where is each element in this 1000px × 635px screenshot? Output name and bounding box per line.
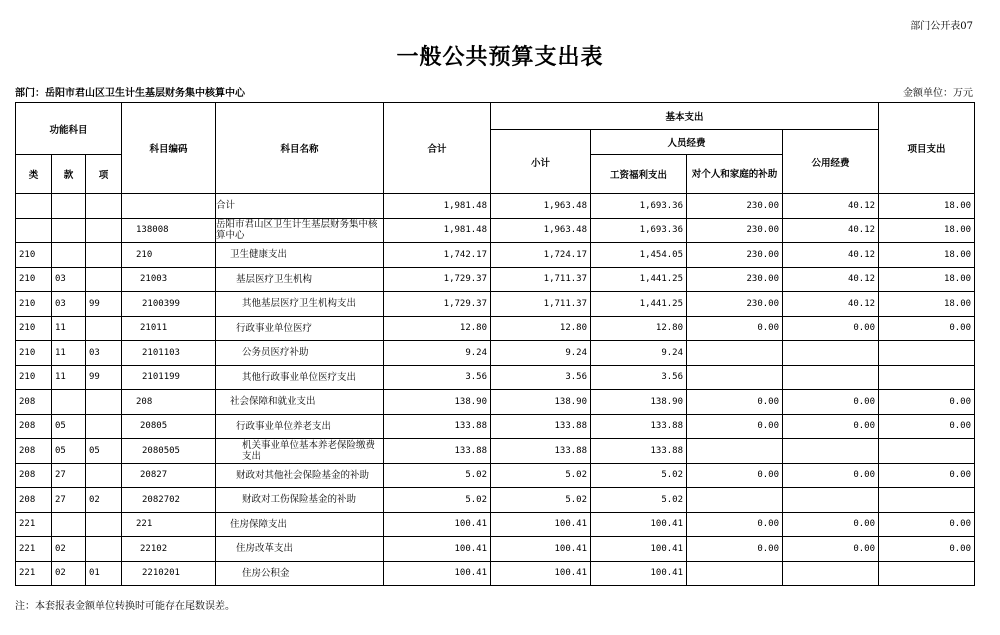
cell-individual-subsidy: 230.00 bbox=[687, 218, 783, 243]
table-row bbox=[16, 341, 975, 366]
table-row bbox=[16, 316, 975, 341]
cell-subject-code bbox=[122, 194, 216, 219]
cell-subject-name: 岳阳市君山区卫生计生基层财务集中核算中心 bbox=[216, 218, 384, 243]
cell-individual-subsidy: 230.00 bbox=[687, 194, 783, 219]
cell-xiang bbox=[86, 463, 122, 488]
cell-kuan: 11 bbox=[52, 341, 86, 366]
cell-subtotal: 100.41 bbox=[491, 537, 591, 562]
cell-public-expense: 0.00 bbox=[783, 463, 879, 488]
cell-lei: 208 bbox=[16, 390, 52, 415]
cell-subject-code: 21003 bbox=[122, 267, 216, 292]
header-kuan: 款 bbox=[52, 155, 86, 194]
cell-lei: 208 bbox=[16, 463, 52, 488]
cell-salary: 3.56 bbox=[591, 365, 687, 390]
cell-total: 9.24 bbox=[384, 341, 491, 366]
cell-public-expense: 40.12 bbox=[783, 218, 879, 243]
cell-subject-code: 2100399 bbox=[122, 292, 216, 317]
cell-subtotal: 5.02 bbox=[491, 488, 591, 513]
cell-project-expense: 18.00 bbox=[879, 218, 975, 243]
cell-subject-name: 行政事业单位养老支出 bbox=[216, 414, 384, 439]
cell-subject-code: 2210201 bbox=[122, 561, 216, 586]
cell-salary: 100.41 bbox=[591, 512, 687, 537]
cell-salary: 9.24 bbox=[591, 341, 687, 366]
cell-total: 100.41 bbox=[384, 512, 491, 537]
header-subject-name: 科目名称 bbox=[216, 103, 384, 194]
cell-total: 1,729.37 bbox=[384, 267, 491, 292]
cell-project-expense bbox=[879, 488, 975, 513]
cell-lei bbox=[16, 218, 52, 243]
header-individual-subsidy: 对个人和家庭的补助 bbox=[687, 155, 783, 194]
cell-individual-subsidy: 0.00 bbox=[687, 316, 783, 341]
cell-kuan: 27 bbox=[52, 488, 86, 513]
table-row bbox=[16, 292, 975, 317]
cell-subject-name: 其他行政事业单位医疗支出 bbox=[216, 365, 384, 390]
cell-public-expense: 0.00 bbox=[783, 414, 879, 439]
cell-project-expense: 18.00 bbox=[879, 292, 975, 317]
cell-xiang bbox=[86, 316, 122, 341]
cell-subject-code: 138008 bbox=[122, 218, 216, 243]
cell-subject-code: 208 bbox=[122, 390, 216, 415]
cell-salary: 100.41 bbox=[591, 537, 687, 562]
cell-total: 1,729.37 bbox=[384, 292, 491, 317]
cell-individual-subsidy: 230.00 bbox=[687, 292, 783, 317]
cell-total: 138.90 bbox=[384, 390, 491, 415]
cell-project-expense bbox=[879, 561, 975, 586]
cell-kuan: 27 bbox=[52, 463, 86, 488]
cell-lei: 210 bbox=[16, 243, 52, 268]
cell-project-expense: 0.00 bbox=[879, 414, 975, 439]
cell-lei: 210 bbox=[16, 292, 52, 317]
cell-subject-name: 基层医疗卫生机构 bbox=[216, 267, 384, 292]
cell-individual-subsidy: 0.00 bbox=[687, 512, 783, 537]
cell-lei: 221 bbox=[16, 561, 52, 586]
table-row bbox=[16, 537, 975, 562]
cell-kuan: 05 bbox=[52, 414, 86, 439]
cell-xiang bbox=[86, 218, 122, 243]
cell-project-expense: 0.00 bbox=[879, 537, 975, 562]
cell-public-expense: 0.00 bbox=[783, 537, 879, 562]
cell-subject-name: 住房公积金 bbox=[216, 561, 384, 586]
cell-subtotal: 138.90 bbox=[491, 390, 591, 415]
page-title: 一般公共预算支出表 bbox=[396, 44, 604, 70]
cell-lei bbox=[16, 194, 52, 219]
cell-total: 1,981.48 bbox=[384, 194, 491, 219]
cell-project-expense bbox=[879, 439, 975, 464]
cell-xiang: 99 bbox=[86, 365, 122, 390]
cell-total: 1,742.17 bbox=[384, 243, 491, 268]
table-body bbox=[16, 194, 975, 586]
cell-subtotal: 5.02 bbox=[491, 463, 591, 488]
cell-salary: 133.88 bbox=[591, 439, 687, 464]
cell-public-expense: 0.00 bbox=[783, 316, 879, 341]
cell-subtotal: 9.24 bbox=[491, 341, 591, 366]
cell-individual-subsidy: 0.00 bbox=[687, 414, 783, 439]
cell-salary: 133.88 bbox=[591, 414, 687, 439]
cell-salary: 100.41 bbox=[591, 561, 687, 586]
cell-subtotal: 1,963.48 bbox=[491, 218, 591, 243]
header-xiang: 项 bbox=[86, 155, 122, 194]
cell-public-expense: 0.00 bbox=[783, 390, 879, 415]
cell-kuan: 02 bbox=[52, 561, 86, 586]
cell-kuan: 02 bbox=[52, 537, 86, 562]
cell-public-expense: 0.00 bbox=[783, 512, 879, 537]
cell-individual-subsidy bbox=[687, 439, 783, 464]
header-salary: 工资福利支出 bbox=[591, 155, 687, 194]
cell-project-expense: 18.00 bbox=[879, 194, 975, 219]
cell-individual-subsidy: 230.00 bbox=[687, 243, 783, 268]
cell-kuan bbox=[52, 194, 86, 219]
cell-individual-subsidy bbox=[687, 561, 783, 586]
cell-kuan: 11 bbox=[52, 365, 86, 390]
cell-salary: 5.02 bbox=[591, 488, 687, 513]
cell-total: 100.41 bbox=[384, 537, 491, 562]
cell-public-expense bbox=[783, 341, 879, 366]
cell-total: 5.02 bbox=[384, 488, 491, 513]
cell-subject-code: 20805 bbox=[122, 414, 216, 439]
cell-public-expense bbox=[783, 365, 879, 390]
cell-total: 5.02 bbox=[384, 463, 491, 488]
cell-xiang: 01 bbox=[86, 561, 122, 586]
cell-xiang bbox=[86, 390, 122, 415]
cell-salary: 1,693.36 bbox=[591, 218, 687, 243]
table-row bbox=[16, 512, 975, 537]
cell-project-expense: 0.00 bbox=[879, 316, 975, 341]
cell-xiang bbox=[86, 267, 122, 292]
cell-salary: 138.90 bbox=[591, 390, 687, 415]
table-row bbox=[16, 194, 975, 219]
cell-lei: 210 bbox=[16, 267, 52, 292]
cell-subject-code: 22102 bbox=[122, 537, 216, 562]
header-project-expense: 项目支出 bbox=[879, 103, 975, 194]
cell-subject-name: 财政对工伤保险基金的补助 bbox=[216, 488, 384, 513]
cell-salary: 1,441.25 bbox=[591, 292, 687, 317]
cell-subtotal: 100.41 bbox=[491, 512, 591, 537]
cell-xiang bbox=[86, 243, 122, 268]
cell-kuan bbox=[52, 218, 86, 243]
cell-subject-code: 2101103 bbox=[122, 341, 216, 366]
cell-kuan: 05 bbox=[52, 439, 86, 464]
table-row bbox=[16, 463, 975, 488]
cell-lei: 221 bbox=[16, 512, 52, 537]
cell-subject-name: 机关事业单位基本养老保险缴费支出 bbox=[216, 439, 384, 464]
header-personnel: 人员经费 bbox=[591, 130, 783, 155]
cell-public-expense: 40.12 bbox=[783, 267, 879, 292]
cell-salary: 1,454.05 bbox=[591, 243, 687, 268]
cell-project-expense bbox=[879, 365, 975, 390]
table-row bbox=[16, 365, 975, 390]
cell-lei: 210 bbox=[16, 365, 52, 390]
cell-public-expense bbox=[783, 439, 879, 464]
header-basic-expense: 基本支出 bbox=[491, 103, 879, 130]
cell-public-expense bbox=[783, 488, 879, 513]
cell-subject-code: 221 bbox=[122, 512, 216, 537]
cell-kuan: 11 bbox=[52, 316, 86, 341]
cell-subtotal: 100.41 bbox=[491, 561, 591, 586]
cell-kuan bbox=[52, 390, 86, 415]
table-row bbox=[16, 439, 975, 464]
cell-public-expense: 40.12 bbox=[783, 292, 879, 317]
cell-project-expense: 0.00 bbox=[879, 463, 975, 488]
cell-salary: 5.02 bbox=[591, 463, 687, 488]
cell-salary: 1,693.36 bbox=[591, 194, 687, 219]
cell-subject-name: 卫生健康支出 bbox=[216, 243, 384, 268]
cell-subject-code: 2101199 bbox=[122, 365, 216, 390]
cell-public-expense: 40.12 bbox=[783, 194, 879, 219]
budget-expense-table bbox=[15, 102, 975, 586]
cell-subtotal: 3.56 bbox=[491, 365, 591, 390]
cell-total: 3.56 bbox=[384, 365, 491, 390]
header-lei: 类 bbox=[16, 155, 52, 194]
department-label: 部门：岳阳市君山区卫生计生基层财务集中核算中心 bbox=[15, 88, 245, 99]
cell-subject-name: 财政对其他社会保险基金的补助 bbox=[216, 463, 384, 488]
table-row bbox=[16, 390, 975, 415]
table-row bbox=[16, 488, 975, 513]
header-func-subject: 功能科目 bbox=[16, 103, 122, 155]
cell-kuan bbox=[52, 512, 86, 537]
cell-project-expense: 0.00 bbox=[879, 512, 975, 537]
cell-individual-subsidy: 0.00 bbox=[687, 537, 783, 562]
cell-total: 12.80 bbox=[384, 316, 491, 341]
cell-salary: 12.80 bbox=[591, 316, 687, 341]
cell-subject-name: 社会保障和就业支出 bbox=[216, 390, 384, 415]
cell-total: 100.41 bbox=[384, 561, 491, 586]
cell-total: 1,981.48 bbox=[384, 218, 491, 243]
cell-subtotal: 1,963.48 bbox=[491, 194, 591, 219]
cell-project-expense bbox=[879, 341, 975, 366]
cell-individual-subsidy bbox=[687, 341, 783, 366]
table-row bbox=[16, 267, 975, 292]
cell-subtotal: 1,711.37 bbox=[491, 267, 591, 292]
cell-project-expense: 18.00 bbox=[879, 267, 975, 292]
cell-subject-name: 行政事业单位医疗 bbox=[216, 316, 384, 341]
unit-label: 金额单位：万元 bbox=[903, 88, 973, 99]
header-public-expense: 公用经费 bbox=[783, 130, 879, 194]
cell-public-expense: 40.12 bbox=[783, 243, 879, 268]
cell-subject-name: 其他基层医疗卫生机构支出 bbox=[216, 292, 384, 317]
cell-individual-subsidy: 0.00 bbox=[687, 390, 783, 415]
cell-kuan: 03 bbox=[52, 292, 86, 317]
form-number-label: 部门公开表07 bbox=[910, 21, 973, 32]
cell-subject-name: 合计 bbox=[216, 194, 384, 219]
cell-public-expense bbox=[783, 561, 879, 586]
cell-lei: 210 bbox=[16, 316, 52, 341]
cell-xiang bbox=[86, 537, 122, 562]
cell-individual-subsidy bbox=[687, 488, 783, 513]
cell-subject-code: 2082702 bbox=[122, 488, 216, 513]
cell-xiang: 99 bbox=[86, 292, 122, 317]
cell-salary: 1,441.25 bbox=[591, 267, 687, 292]
header-total: 合计 bbox=[384, 103, 491, 194]
header-subject-code: 科目编码 bbox=[122, 103, 216, 194]
cell-individual-subsidy: 0.00 bbox=[687, 463, 783, 488]
cell-kuan bbox=[52, 243, 86, 268]
cell-xiang bbox=[86, 414, 122, 439]
cell-subject-code: 21011 bbox=[122, 316, 216, 341]
cell-xiang: 03 bbox=[86, 341, 122, 366]
cell-project-expense: 0.00 bbox=[879, 390, 975, 415]
cell-project-expense: 18.00 bbox=[879, 243, 975, 268]
cell-lei: 208 bbox=[16, 414, 52, 439]
cell-subtotal: 133.88 bbox=[491, 414, 591, 439]
cell-subject-name: 公务员医疗补助 bbox=[216, 341, 384, 366]
cell-subject-code: 210 bbox=[122, 243, 216, 268]
table-row bbox=[16, 218, 975, 243]
cell-subject-name: 住房改革支出 bbox=[216, 537, 384, 562]
cell-total: 133.88 bbox=[384, 414, 491, 439]
cell-total: 133.88 bbox=[384, 439, 491, 464]
cell-lei: 208 bbox=[16, 488, 52, 513]
cell-xiang bbox=[86, 512, 122, 537]
cell-subtotal: 12.80 bbox=[491, 316, 591, 341]
cell-subject-code: 2080505 bbox=[122, 439, 216, 464]
header-subtotal: 小计 bbox=[491, 130, 591, 194]
cell-lei: 208 bbox=[16, 439, 52, 464]
cell-subject-name: 住房保障支出 bbox=[216, 512, 384, 537]
cell-subtotal: 133.88 bbox=[491, 439, 591, 464]
cell-lei: 221 bbox=[16, 537, 52, 562]
table-row bbox=[16, 243, 975, 268]
cell-lei: 210 bbox=[16, 341, 52, 366]
cell-xiang bbox=[86, 194, 122, 219]
cell-xiang: 05 bbox=[86, 439, 122, 464]
cell-individual-subsidy bbox=[687, 365, 783, 390]
table-row bbox=[16, 561, 975, 586]
cell-subtotal: 1,711.37 bbox=[491, 292, 591, 317]
cell-kuan: 03 bbox=[52, 267, 86, 292]
table-row bbox=[16, 414, 975, 439]
cell-individual-subsidy: 230.00 bbox=[687, 267, 783, 292]
footnote: 注：本套报表金额单位转换时可能存在尾数误差。 bbox=[15, 601, 235, 612]
cell-xiang: 02 bbox=[86, 488, 122, 513]
cell-subtotal: 1,724.17 bbox=[491, 243, 591, 268]
cell-subject-code: 20827 bbox=[122, 463, 216, 488]
